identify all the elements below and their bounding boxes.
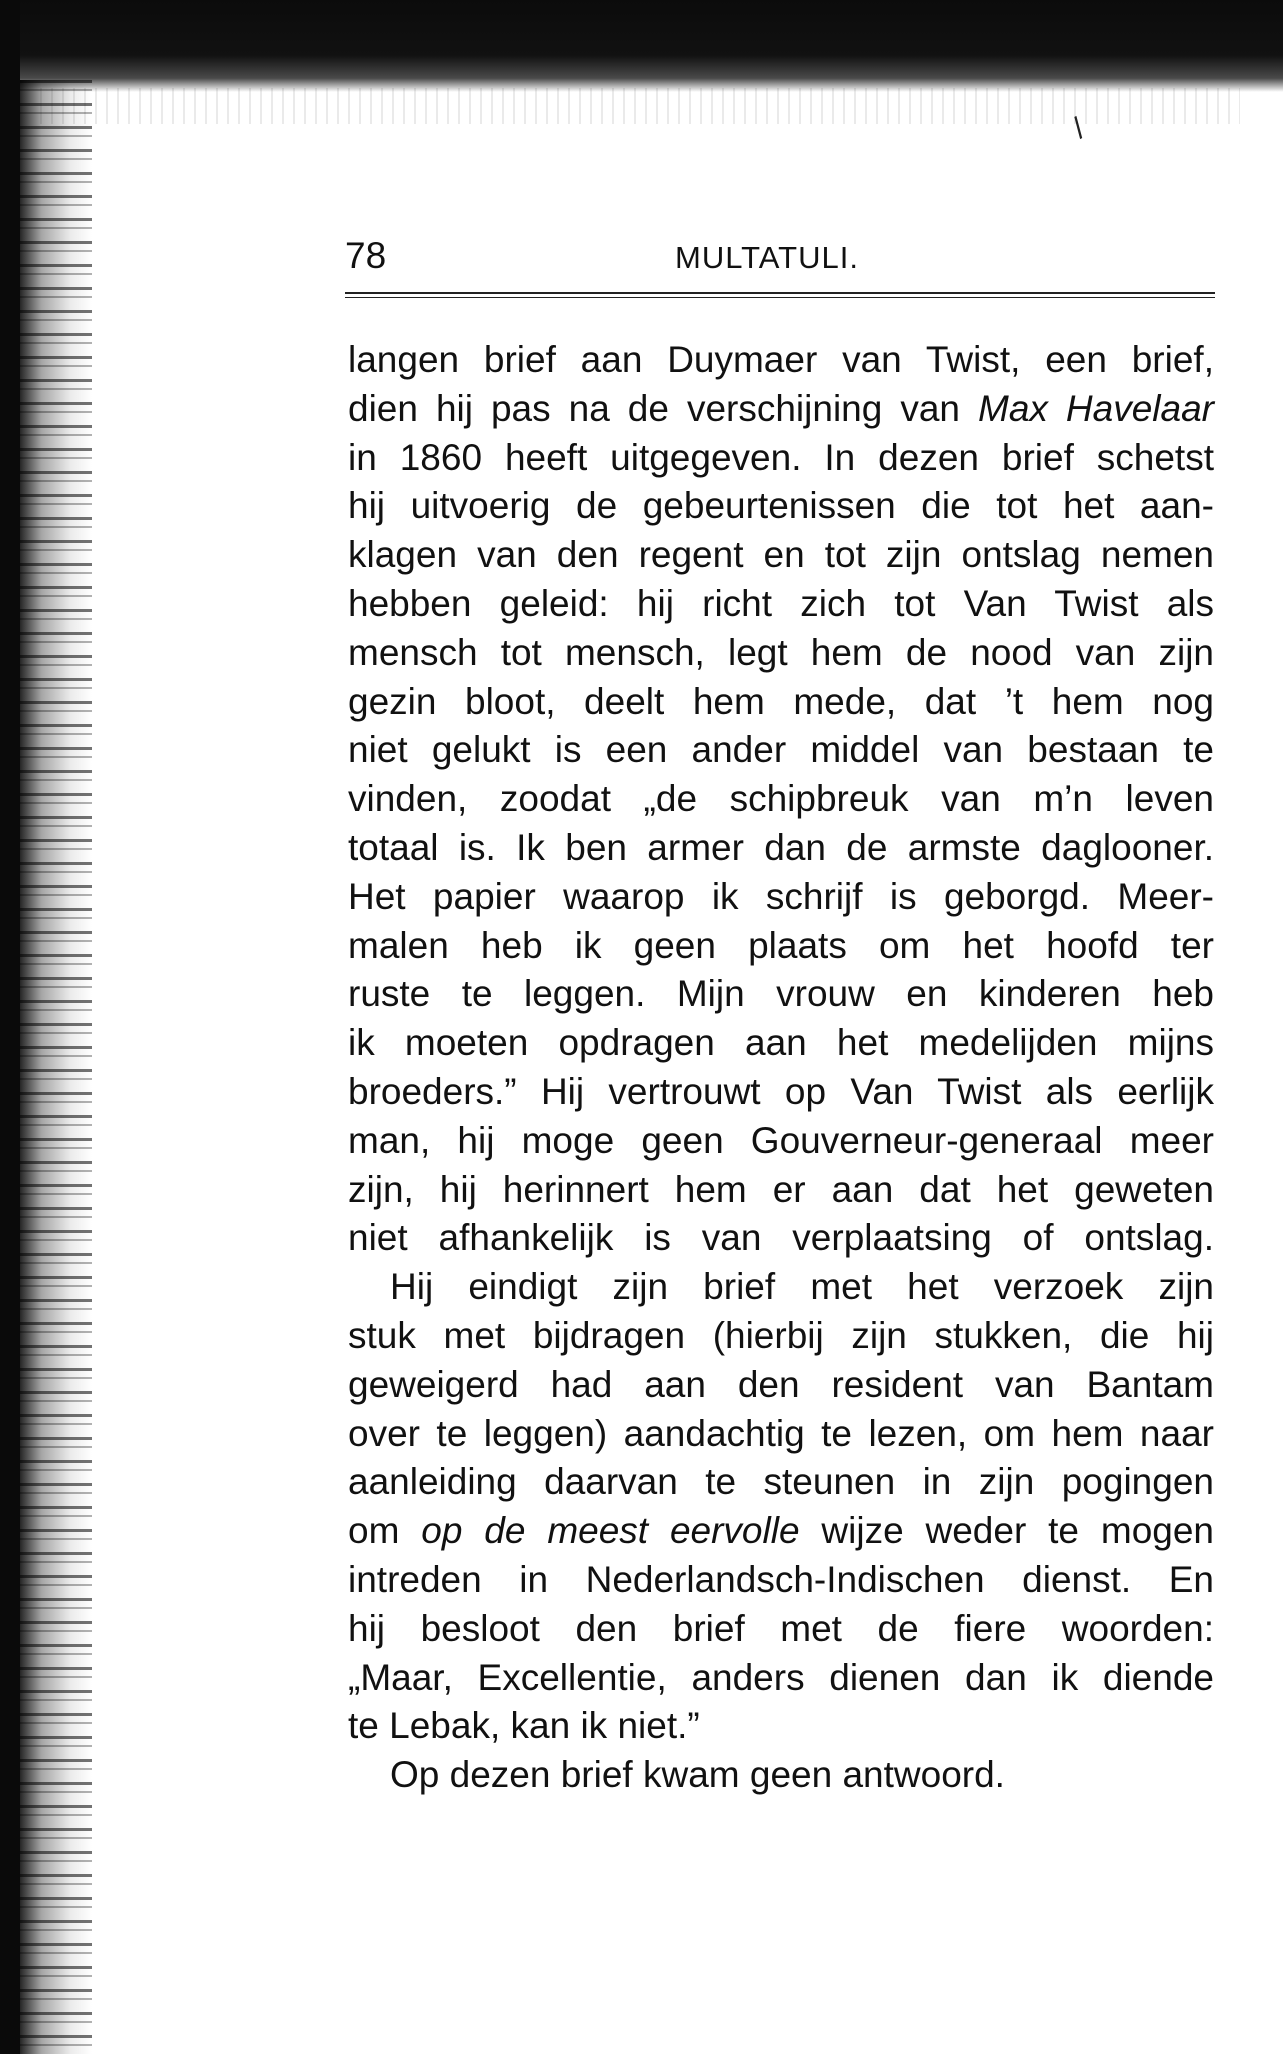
book-title: Max Havelaar bbox=[978, 387, 1214, 429]
text-line: malen heb ik geen plaats om het hoofd ter bbox=[348, 924, 1214, 966]
page-header bbox=[345, 232, 1215, 282]
text-line: hij besloot den brief met de fiere woorden: bbox=[348, 1607, 1214, 1649]
text-fragment: om bbox=[348, 1510, 400, 1552]
stray-ink-mark: / bbox=[1067, 112, 1091, 145]
text-line bbox=[348, 385, 1214, 434]
body-text bbox=[348, 336, 1214, 1800]
text-line bbox=[348, 1507, 1214, 1556]
text-line: Het papier waarop ik schrijf is geborgd. Meer- bbox=[348, 875, 1214, 917]
text-line: te Lebak, kan ik niet.” bbox=[348, 1705, 700, 1747]
scan-binding-shadow bbox=[0, 0, 20, 2054]
text-line: Hij eindigt zijn brief met het verzoek zijn bbox=[390, 1266, 1214, 1308]
text-line: totaal is. Ik ben armer dan de armste daglooner. bbox=[348, 826, 1214, 868]
text-line: ruste te leggen. Mijn vrouw en kinderen heb bbox=[348, 973, 1214, 1015]
text-line: stuk met bijdragen (hierbij zijn stukken, die hij bbox=[348, 1314, 1214, 1356]
text-line: niet afhankelijk is van verplaatsing of ontslag. bbox=[348, 1217, 1214, 1259]
text-line: over te leggen) aandachtig te lezen, om hem naar bbox=[348, 1412, 1214, 1454]
scan-noise bbox=[40, 88, 1240, 124]
text-line: hebben geleid: hij richt zich tot Van Twist als bbox=[348, 582, 1214, 624]
italic-phrase: op de meest eervolle bbox=[421, 1510, 800, 1552]
text-line: man, hij moge geen Gouverneur-generaal meer bbox=[348, 1119, 1214, 1161]
text-line: klagen van den regent en tot zijn ontslag nemen bbox=[348, 534, 1214, 576]
text-line: geweigerd had aan den resident van Bantam bbox=[348, 1363, 1214, 1405]
page-number: 78 bbox=[345, 235, 387, 276]
text-line: langen brief aan Duymaer van Twist, een brief, bbox=[348, 339, 1214, 380]
text-line: gezin bloot, deelt hem mede, dat ’t hem nog bbox=[348, 680, 1214, 722]
text-fragment: wijze weder te mogen bbox=[821, 1510, 1215, 1552]
text-line: niet gelukt is een ander middel van bestaan te bbox=[348, 729, 1214, 771]
text-line: hij uitvoerig de gebeurtenissen die tot het aan- bbox=[348, 485, 1214, 527]
scan-binding-edge bbox=[20, 80, 92, 2054]
text-line: vinden, zoodat „de schipbreuk van m’n leven bbox=[348, 778, 1214, 820]
header-rule bbox=[345, 292, 1215, 298]
text-line: ik moeten opdragen aan het medelijden mijns bbox=[348, 1022, 1214, 1064]
running-title: MULTATULI. bbox=[675, 240, 859, 275]
text-line: in 1860 heeft uitgegeven. In dezen brief schetst bbox=[348, 436, 1214, 478]
text-fragment: dien hij pas na de verschijning van bbox=[348, 387, 960, 429]
text-line: broeders.” Hij vertrouwt op Van Twist als eerlijk bbox=[348, 1070, 1214, 1112]
text-line: zijn, hij herinnert hem er aan dat het geweten bbox=[348, 1168, 1214, 1210]
text-line: intreden in Nederlandsch-Indischen dienst. En bbox=[348, 1558, 1214, 1600]
text-line: „Maar, Excellentie, anders dienen dan ik diende bbox=[348, 1656, 1214, 1698]
text-line: mensch tot mensch, legt hem de nood van zijn bbox=[348, 631, 1214, 673]
text-line: Op dezen brief kwam geen antwoord. bbox=[390, 1754, 1005, 1796]
scan-top-dark-band bbox=[0, 0, 1283, 92]
text-line: aanleiding daarvan te steunen in zijn pogingen bbox=[348, 1461, 1214, 1503]
